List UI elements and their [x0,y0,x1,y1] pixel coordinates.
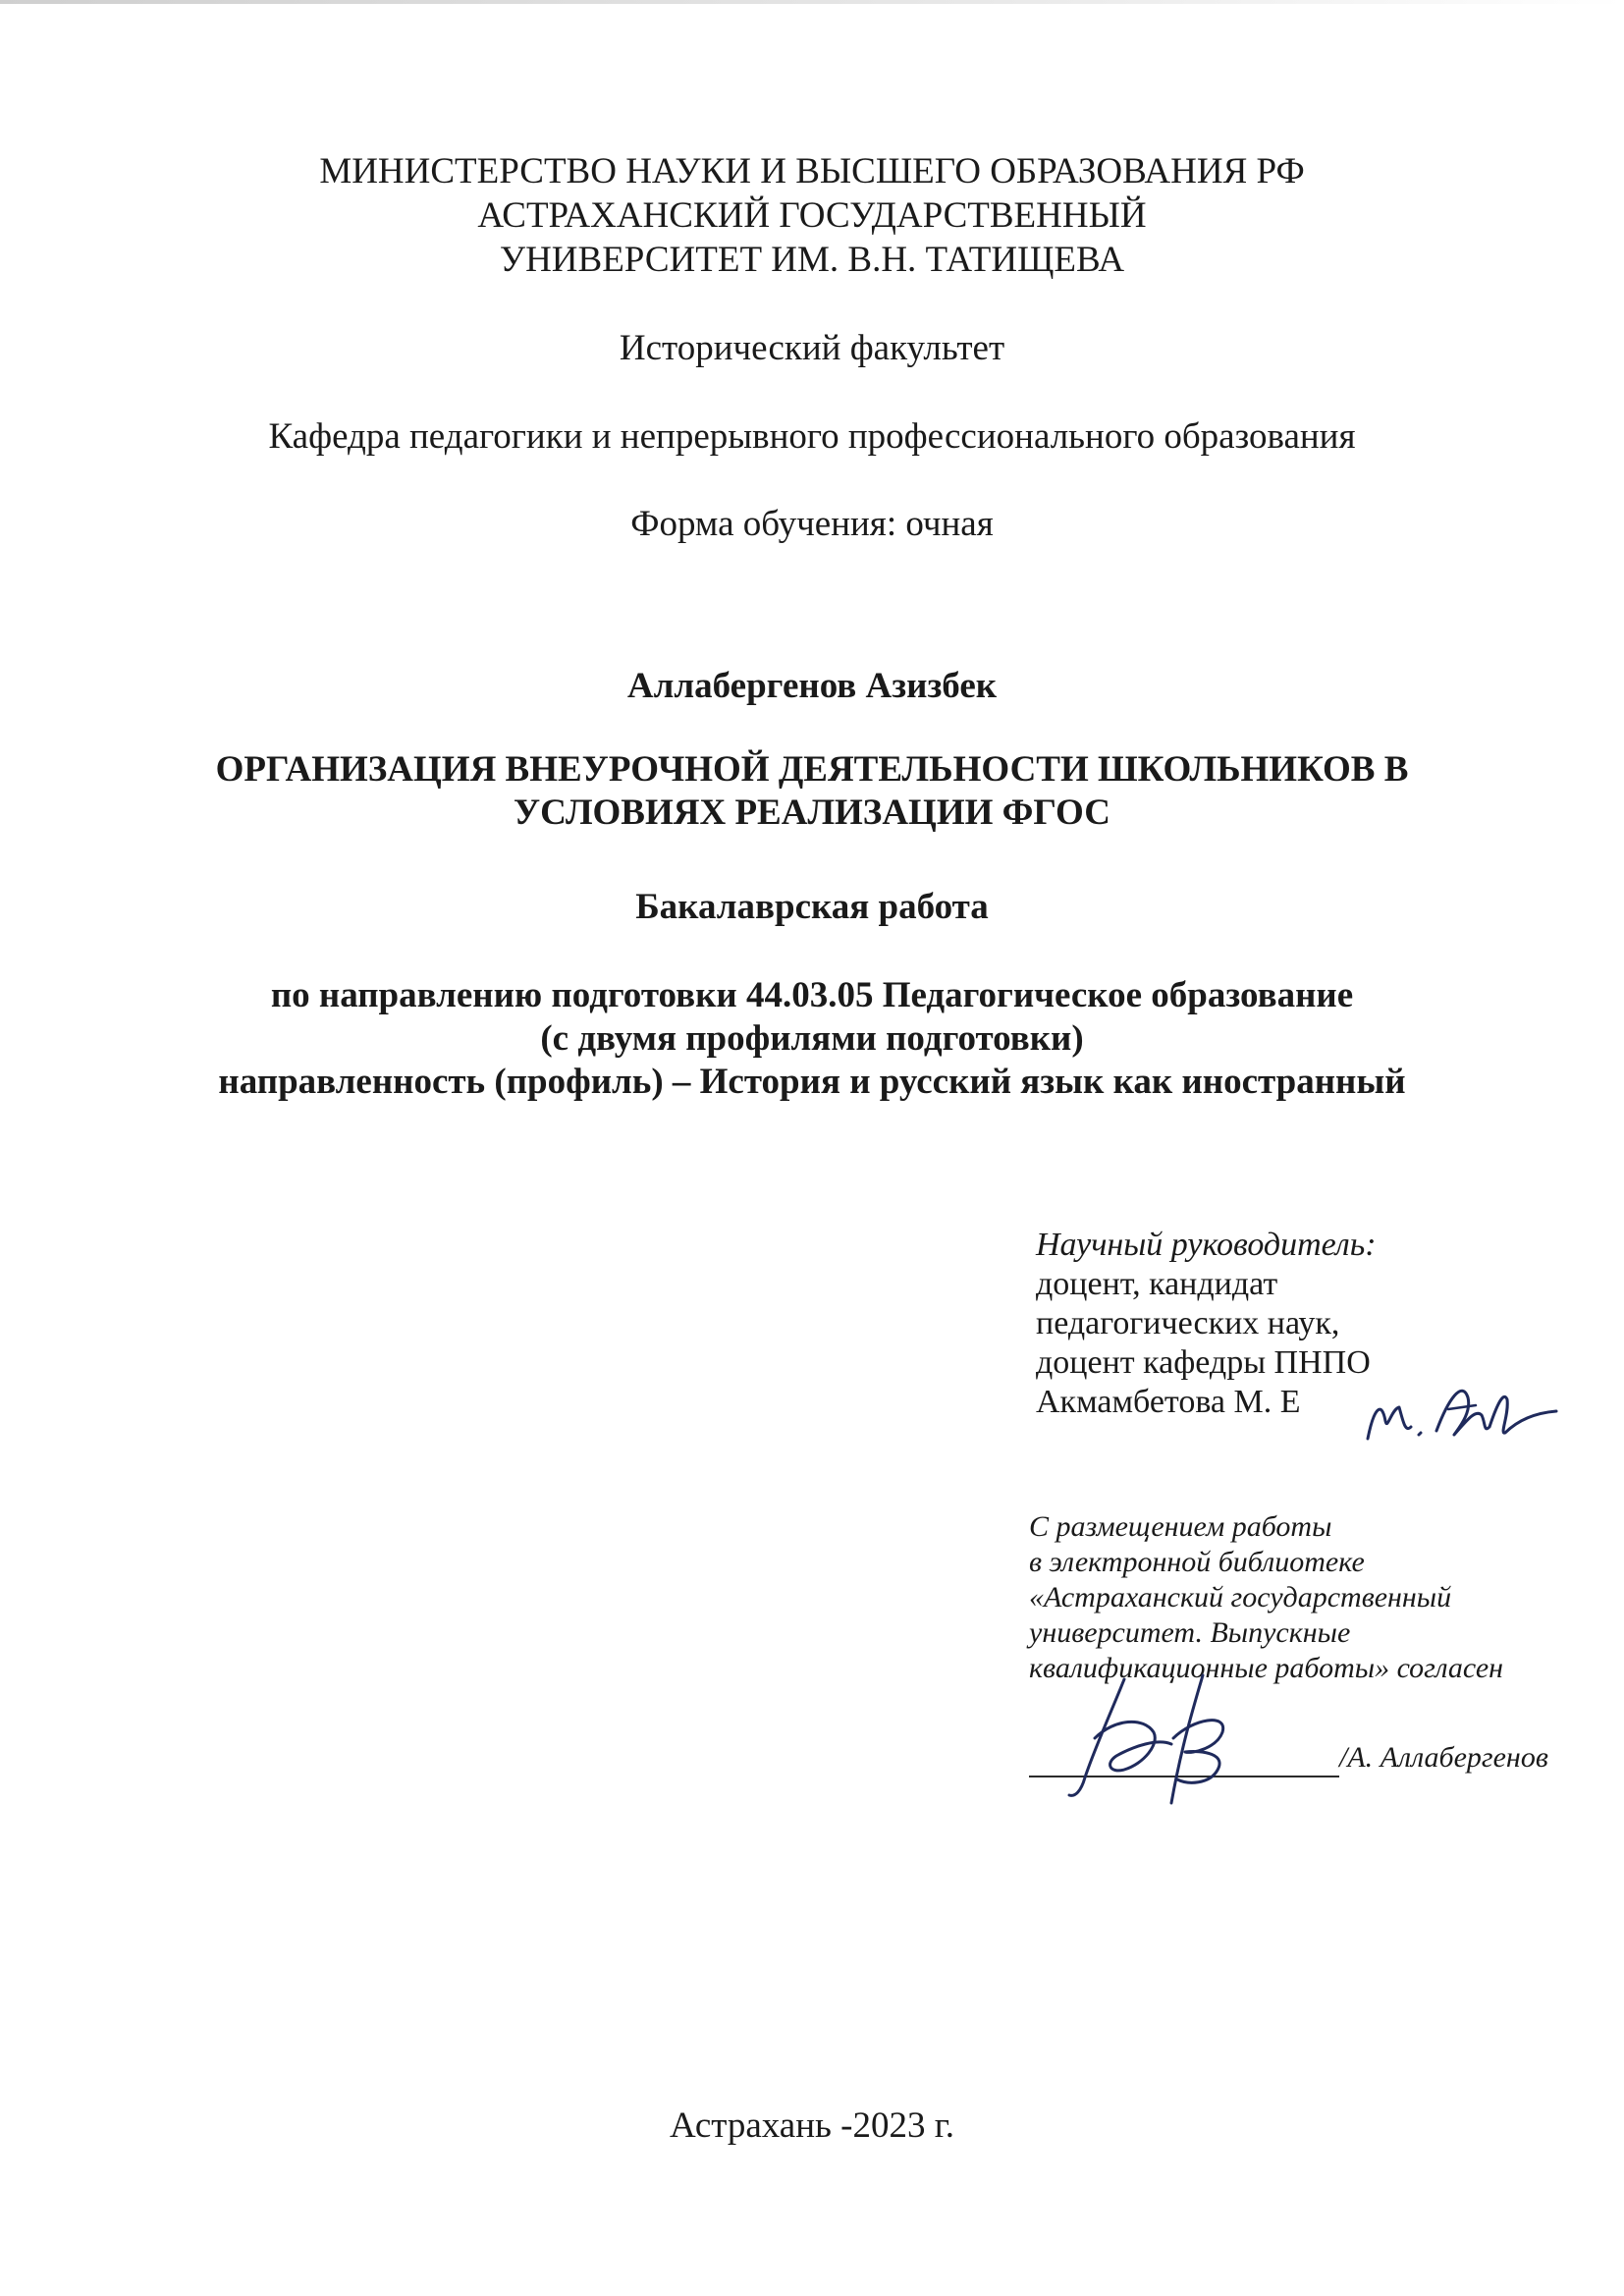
work-type: Бакалаврская работа [635,887,989,927]
supervisor-line: педагогических наук, [1036,1305,1340,1341]
title-line: ОРГАНИЗАЦИЯ ВНЕУРОЧНОЙ ДЕЯТЕЛЬНОСТИ ШКОЛЬНИКОВ В [215,749,1409,790]
scan-edge-line [0,0,1624,4]
ministry-line: МИНИСТЕРСТВО НАУКИ И ВЫСШЕГО ОБРАЗОВАНИЯ РФ [319,151,1305,191]
student-signature-name: /А. Аллабергенов [1339,1741,1548,1774]
faculty-name: Исторический факультет [619,328,1005,368]
consent-line: в электронной библиотеке [1029,1546,1365,1578]
consent-block [1029,1509,1598,1686]
direction-line: (с двумя профилями подготовки) [540,1018,1084,1059]
supervisor-caption: Научный руководитель: [1036,1227,1377,1263]
supervisor-line: доцент, кандидат [1036,1266,1278,1302]
work-title [0,748,1624,835]
student-signature-icon [1056,1669,1242,1807]
ministry-line: УНИВЕРСИТЕТ ИМ. В.Н. ТАТИЩЕВА [499,240,1125,280]
consent-line: квалификационные работы» согласен [1029,1652,1504,1684]
consent-line: университет. Выпускные [1029,1616,1351,1649]
author-name: Аллабергенов Азизбек [626,666,998,706]
supervisor-line: доцент кафедры ПНПО [1036,1344,1371,1381]
direction-line: по направлению подготовки 44.03.05 Педагогическое образование [270,975,1354,1015]
study-direction [0,974,1624,1104]
department-name: Кафедра педагогики и непрерывного профессионального образования [268,416,1356,457]
supervisor-name: Акмамбетова М. Е [1036,1384,1301,1420]
ministry-line: АСТРАХАНСКИЙ ГОСУДАРСТВЕННЫЙ [477,195,1147,236]
direction-line: направленность (профиль) – История и русский язык как иностранный [218,1062,1406,1102]
ministry-header [0,149,1624,282]
consent-line: С размещением работы [1029,1510,1332,1543]
consent-line: «Астраханский государственный [1029,1581,1452,1613]
city-year: Астрахань -2023 г. [670,2105,954,2146]
supervisor-signature-icon [1360,1370,1566,1458]
study-form: Форма обучения: очная [630,504,994,544]
title-line: УСЛОВИЯХ РЕАЛИЗАЦИИ ФГОС [514,793,1110,833]
